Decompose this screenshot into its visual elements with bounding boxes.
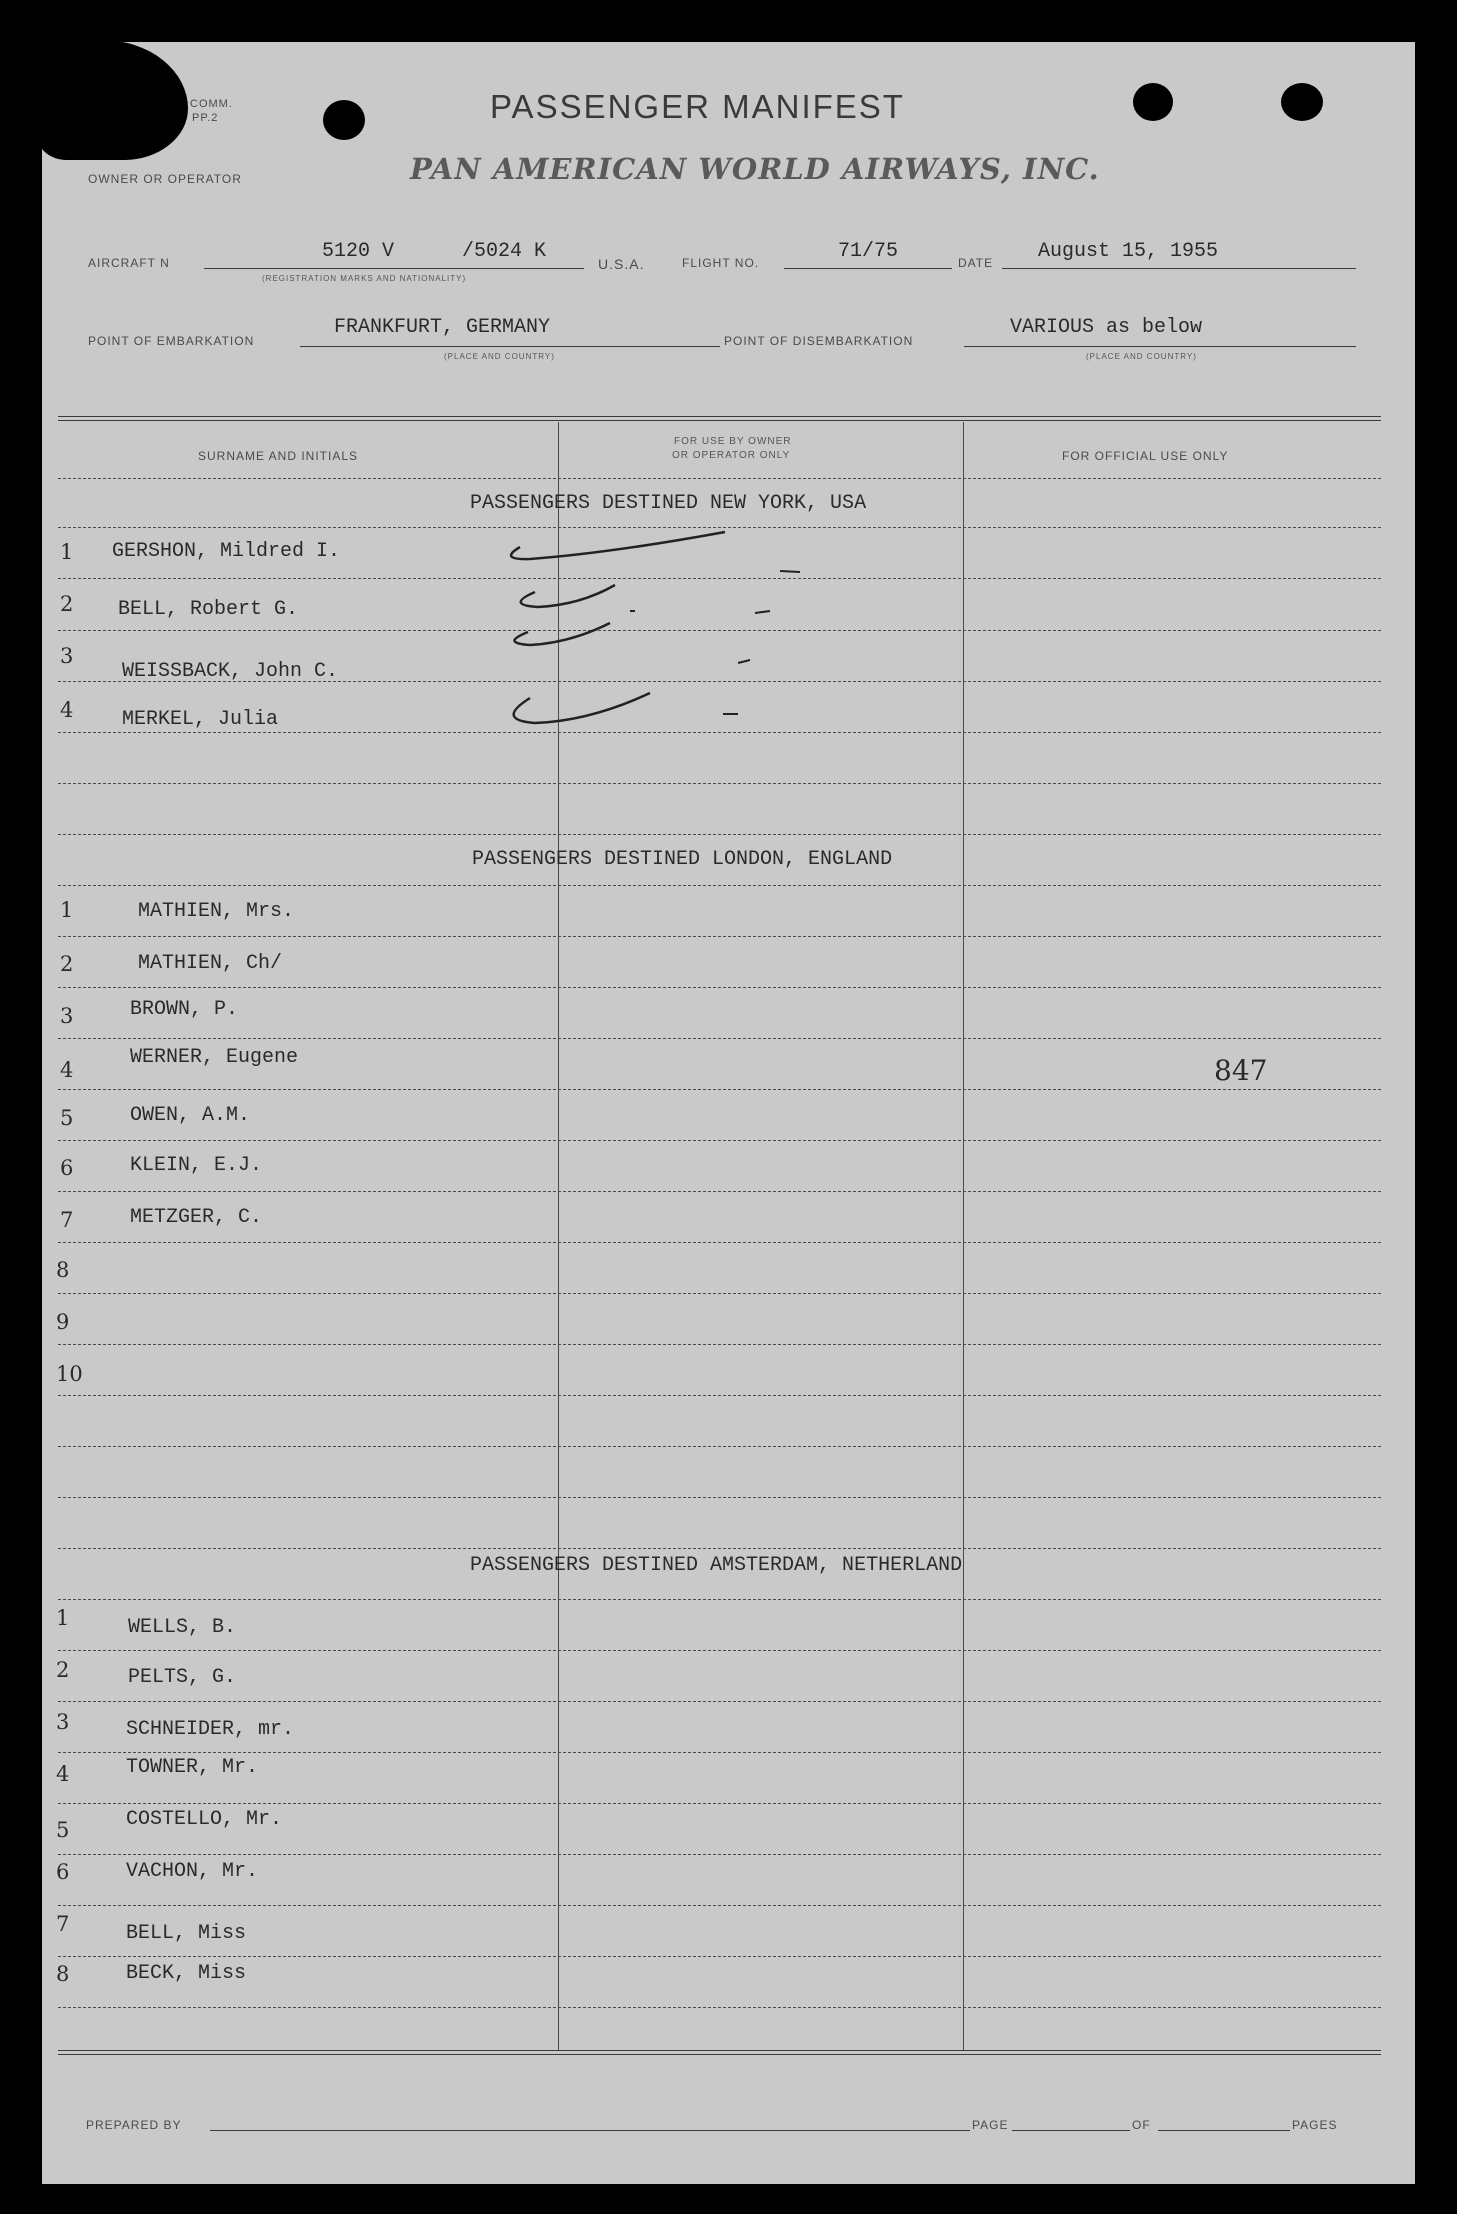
pages-label: PAGES [1292,2118,1338,2132]
row-number: 8 [56,1258,70,1282]
row-number: 4 [56,1762,70,1786]
embarkation-value: FRANKFURT, GERMANY [334,316,551,339]
page-title: PASSENGER MANIFEST [490,88,905,125]
passenger-name: MERKEL, Julia [122,708,279,731]
flight-label: FLIGHT NO. [682,256,760,270]
row-number: 3 [60,644,74,668]
row-number: 5 [56,1818,70,1842]
disembarkation-value: VARIOUS as below [1010,316,1203,339]
row-number: 1 [56,1606,70,1630]
comm-sub: PP.2 [192,112,219,124]
passenger-name: OWEN, A.M. [130,1104,251,1127]
disembarkation-caption: (PLACE AND COUNTRY) [1086,352,1197,361]
flight-value: 71/75 [838,240,899,263]
row-number: 1 [60,540,74,564]
passenger-name: TOWNER, Mr. [126,1756,259,1779]
section-heading-amsterdam: PASSENGERS DESTINED AMSTERDAM, NETHERLAND [470,1554,963,1577]
aircraft-value-alt: /5024 K [462,240,547,263]
row-number: 4 [60,1058,74,1082]
punch-hole-right-1 [1133,83,1173,121]
section-heading-london: PASSENGERS DESTINED LONDON, ENGLAND [472,848,893,871]
passenger-name: COSTELLO, Mr. [126,1808,283,1831]
row-number: 8 [56,1962,70,1986]
row-number: 3 [56,1710,70,1734]
passenger-name: GERSHON, Mildred I. [112,540,341,563]
column-surname: SURNAME AND INITIALS [198,449,359,463]
passenger-name: WEISSBACK, John C. [122,660,339,683]
row-number: 6 [56,1860,70,1884]
official-note: 847 [1214,1054,1268,1087]
aircraft-label: AIRCRAFT N [88,256,170,270]
row-number: 2 [60,952,74,976]
row-number: 6 [60,1156,74,1180]
table-bottom-rule [58,2050,1381,2055]
row-number: 1 [60,898,74,922]
row-number: 10 [56,1362,83,1386]
passenger-name: METZGER, C. [130,1206,263,1229]
passenger-name: SCHNEIDER, mr. [126,1718,295,1741]
row-number: 4 [60,698,74,722]
column-divider-2 [963,422,964,2050]
embarkation-caption: (PLACE AND COUNTRY) [444,352,555,361]
date-value: August 15, 1955 [1038,240,1219,263]
of-label: OF [1132,2118,1151,2132]
prepared-by-label: PREPARED BY [86,2118,182,2132]
passenger-name: KLEIN, E.J. [130,1154,263,1177]
passenger-name: WELLS, B. [128,1616,237,1639]
passenger-name: WERNER, Eugene [130,1046,299,1069]
row-number: 9 [56,1310,70,1334]
column-owner-use-1: FOR USE BY OWNER [674,436,792,447]
passenger-name: BROWN, P. [130,998,239,1021]
date-label: DATE [958,256,994,270]
table-top-rule [58,416,1381,421]
airline-name: PAN AMERICAN WORLD AIRWAYS, INC. [410,152,1100,186]
owner-label: OWNER OR OPERATOR [88,172,242,186]
disembarkation-label: POINT OF DISEMBARKATION [724,334,914,348]
passenger-name: VACHON, Mr. [126,1860,259,1883]
page-label: PAGE [972,2118,1009,2132]
punch-hole-left [323,100,365,140]
row-number: 5 [60,1106,74,1130]
comm-label: COMM. [190,98,233,110]
check-marks [470,515,830,740]
passenger-name: MATHIEN, Mrs. [138,900,295,923]
registration-caption: (REGISTRATION MARKS AND NATIONALITY) [262,274,467,283]
row-number: 7 [56,1912,70,1936]
punch-hole-right-2 [1281,83,1323,121]
passenger-name: BELL, Miss [126,1922,247,1945]
embarkation-label: POINT OF EMBARKATION [88,334,255,348]
section-heading-new-york: PASSENGERS DESTINED NEW YORK, USA [470,492,867,515]
aircraft-value: 5120 V [322,240,395,263]
row-number: 7 [60,1208,74,1232]
column-official: FOR OFFICIAL USE ONLY [1062,449,1229,463]
passenger-name: MATHIEN, Ch/ [138,952,283,975]
passenger-name: BELL, Robert G. [118,598,299,621]
passenger-name: BECK, Miss [126,1962,247,1985]
row-number: 2 [56,1658,70,1682]
usa-label: U.S.A. [598,256,645,272]
column-owner-use-2: OR OPERATOR ONLY [672,450,791,461]
passenger-name: PELTS, G. [128,1666,237,1689]
row-number: 2 [60,592,74,616]
row-number: 3 [60,1004,74,1028]
